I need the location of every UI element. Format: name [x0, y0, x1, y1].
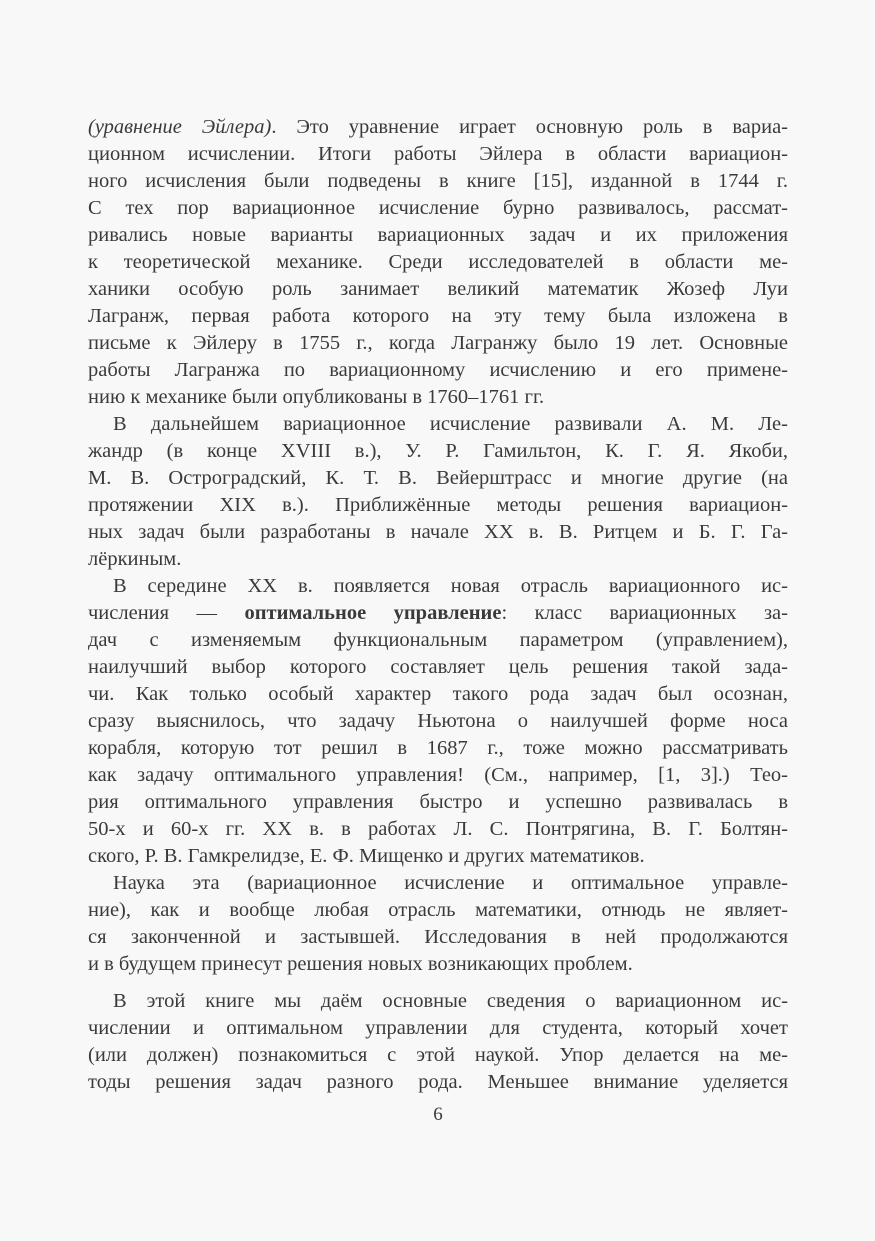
paragraphs	[88, 114, 788, 1096]
paragraph	[88, 411, 788, 573]
text-segment: : класс вариационных за-	[501, 602, 788, 624]
text-line	[88, 303, 788, 330]
text-segment: дач с изменяемым функциональным параметром (управлением),	[88, 629, 788, 651]
text-line	[88, 519, 788, 546]
text-line	[88, 816, 788, 843]
text-line	[88, 168, 788, 195]
text-segment: В середине XX в. появляется новая отрасль вариационного ис-	[113, 575, 788, 597]
text-segment: наилучший выбор которого составляет цель решения такой зада-	[88, 656, 788, 678]
paragraph	[88, 114, 788, 411]
text-line	[88, 1069, 788, 1096]
text-line	[88, 573, 788, 600]
text-segment: В этой книге мы даём основные сведения о вариационном ис-	[113, 990, 788, 1012]
text-line	[88, 384, 788, 411]
text-segment: ского, Р. В. Гамкрелидзе, Е. Ф. Мищенко и других математиков.	[88, 845, 645, 867]
page-number: 6	[433, 1104, 443, 1125]
text-segment: сразу выяснилось, что задачу Ньютона о наилучшей форме носа	[88, 710, 788, 732]
text-segment: тоды решения задач разного рода. Меньшее внимание уделяется	[88, 1071, 788, 1093]
text-segment: корабля, которую тот решил в 1687 г., тоже можно рассматривать	[88, 737, 788, 759]
text-line	[88, 988, 788, 1015]
text-line	[88, 843, 788, 870]
text-line	[88, 195, 788, 222]
text-segment: М. В. Остроградский, К. Т. В. Вейерштрасс и многие другие (на	[88, 467, 788, 489]
text-segment: ханики особую роль занимает великий математик Жозеф Луи	[88, 278, 788, 300]
text-line	[88, 735, 788, 762]
paragraph	[88, 870, 788, 978]
text-line	[88, 411, 788, 438]
text-line	[88, 114, 788, 141]
text-segment: оптимальное управление	[244, 602, 502, 624]
paragraph	[88, 988, 788, 1096]
text-line	[88, 492, 788, 519]
text-line	[88, 357, 788, 384]
text-segment: работы Лагранжа по вариационному исчислению и его примене-	[88, 359, 788, 381]
text-line	[88, 654, 788, 681]
text-segment: числении и оптимальном управлении для студента, который хочет	[88, 1017, 788, 1039]
text-line	[88, 924, 788, 951]
text-segment: числения —	[88, 602, 245, 624]
text-segment: В дальнейшем вариационное исчисление развивали А. М. Ле-	[113, 413, 788, 435]
text-line	[88, 1042, 788, 1069]
text-line	[88, 600, 788, 627]
text-segment: (или должен) познакомиться с этой наукой. Упор делается на ме-	[88, 1044, 788, 1066]
text-segment: и в будущем принесут решения новых возникающих проблем.	[88, 953, 633, 975]
text-segment: Наука эта (вариационное исчисление и оптимальное управле-	[113, 872, 788, 894]
text-line	[88, 276, 788, 303]
text-segment: ного исчисления были подведены в книге [15], изданной в 1744 г.	[88, 170, 788, 192]
text-line	[88, 951, 788, 978]
text-line	[88, 438, 788, 465]
text-segment: как задачу оптимального управления! (См., например, [1, 3].) Тео-	[88, 764, 788, 786]
text-line	[88, 897, 788, 924]
text-line	[88, 1015, 788, 1042]
text-line	[88, 330, 788, 357]
text-segment: протяжении XIX в.). Приближённые методы решения вариацион-	[88, 494, 788, 516]
text-segment: ся законченной и застывшей. Исследования в ней продолжаются	[88, 926, 788, 948]
text-line	[88, 870, 788, 897]
text-segment: письме к Эйлеру в 1755 г., когда Лагранжу было 19 лет. Основные	[88, 332, 788, 354]
text-segment: лёркиным.	[88, 548, 182, 570]
text-line	[88, 141, 788, 168]
text-segment: (уравнение Эйлера)	[88, 116, 272, 138]
text-segment: рия оптимального управления быстро и успешно развивалась в	[88, 791, 788, 813]
text-block	[88, 114, 788, 1128]
text-line	[88, 762, 788, 789]
text-segment: ных задач были разработаны в начале XX в. В. Ритцем и Б. Г. Га-	[88, 521, 788, 543]
paragraph	[88, 573, 788, 870]
text-line	[88, 789, 788, 816]
text-line	[88, 465, 788, 492]
text-line	[88, 681, 788, 708]
text-segment: ривались новые варианты вариационных задач и их приложения	[88, 224, 788, 246]
text-line	[88, 222, 788, 249]
text-segment: ционном исчислении. Итоги работы Эйлера в области вариацион-	[88, 143, 788, 165]
text-segment: Лагранж, первая работа которого на эту тему была изложена в	[88, 305, 788, 327]
text-segment: чи. Как только особый характер такого рода задач был осознан,	[88, 683, 788, 705]
text-segment: к теоретической механике. Среди исследователей в области ме-	[88, 251, 788, 273]
text-line	[88, 249, 788, 276]
text-segment: С тех пор вариационное исчисление бурно развивалось, рассмат-	[88, 197, 788, 219]
text-segment: 50-х и 60-х гг. XX в. в работах Л. С. Понтрягина, В. Г. Болтян-	[88, 818, 788, 840]
text-line	[88, 708, 788, 735]
text-segment: жандр (в конце XVIII в.), У. Р. Гамильтон, К. Г. Я. Якоби,	[88, 440, 788, 462]
text-line	[88, 546, 788, 573]
text-line	[88, 627, 788, 654]
text-segment: . Это уравнение играет основную роль в вариа-	[271, 116, 789, 138]
text-segment: нию к механике были опубликованы в 1760–1761 гг.	[88, 386, 545, 408]
text-segment: ние), как и вообще любая отрасль математики, отнюдь не являет-	[88, 899, 788, 921]
